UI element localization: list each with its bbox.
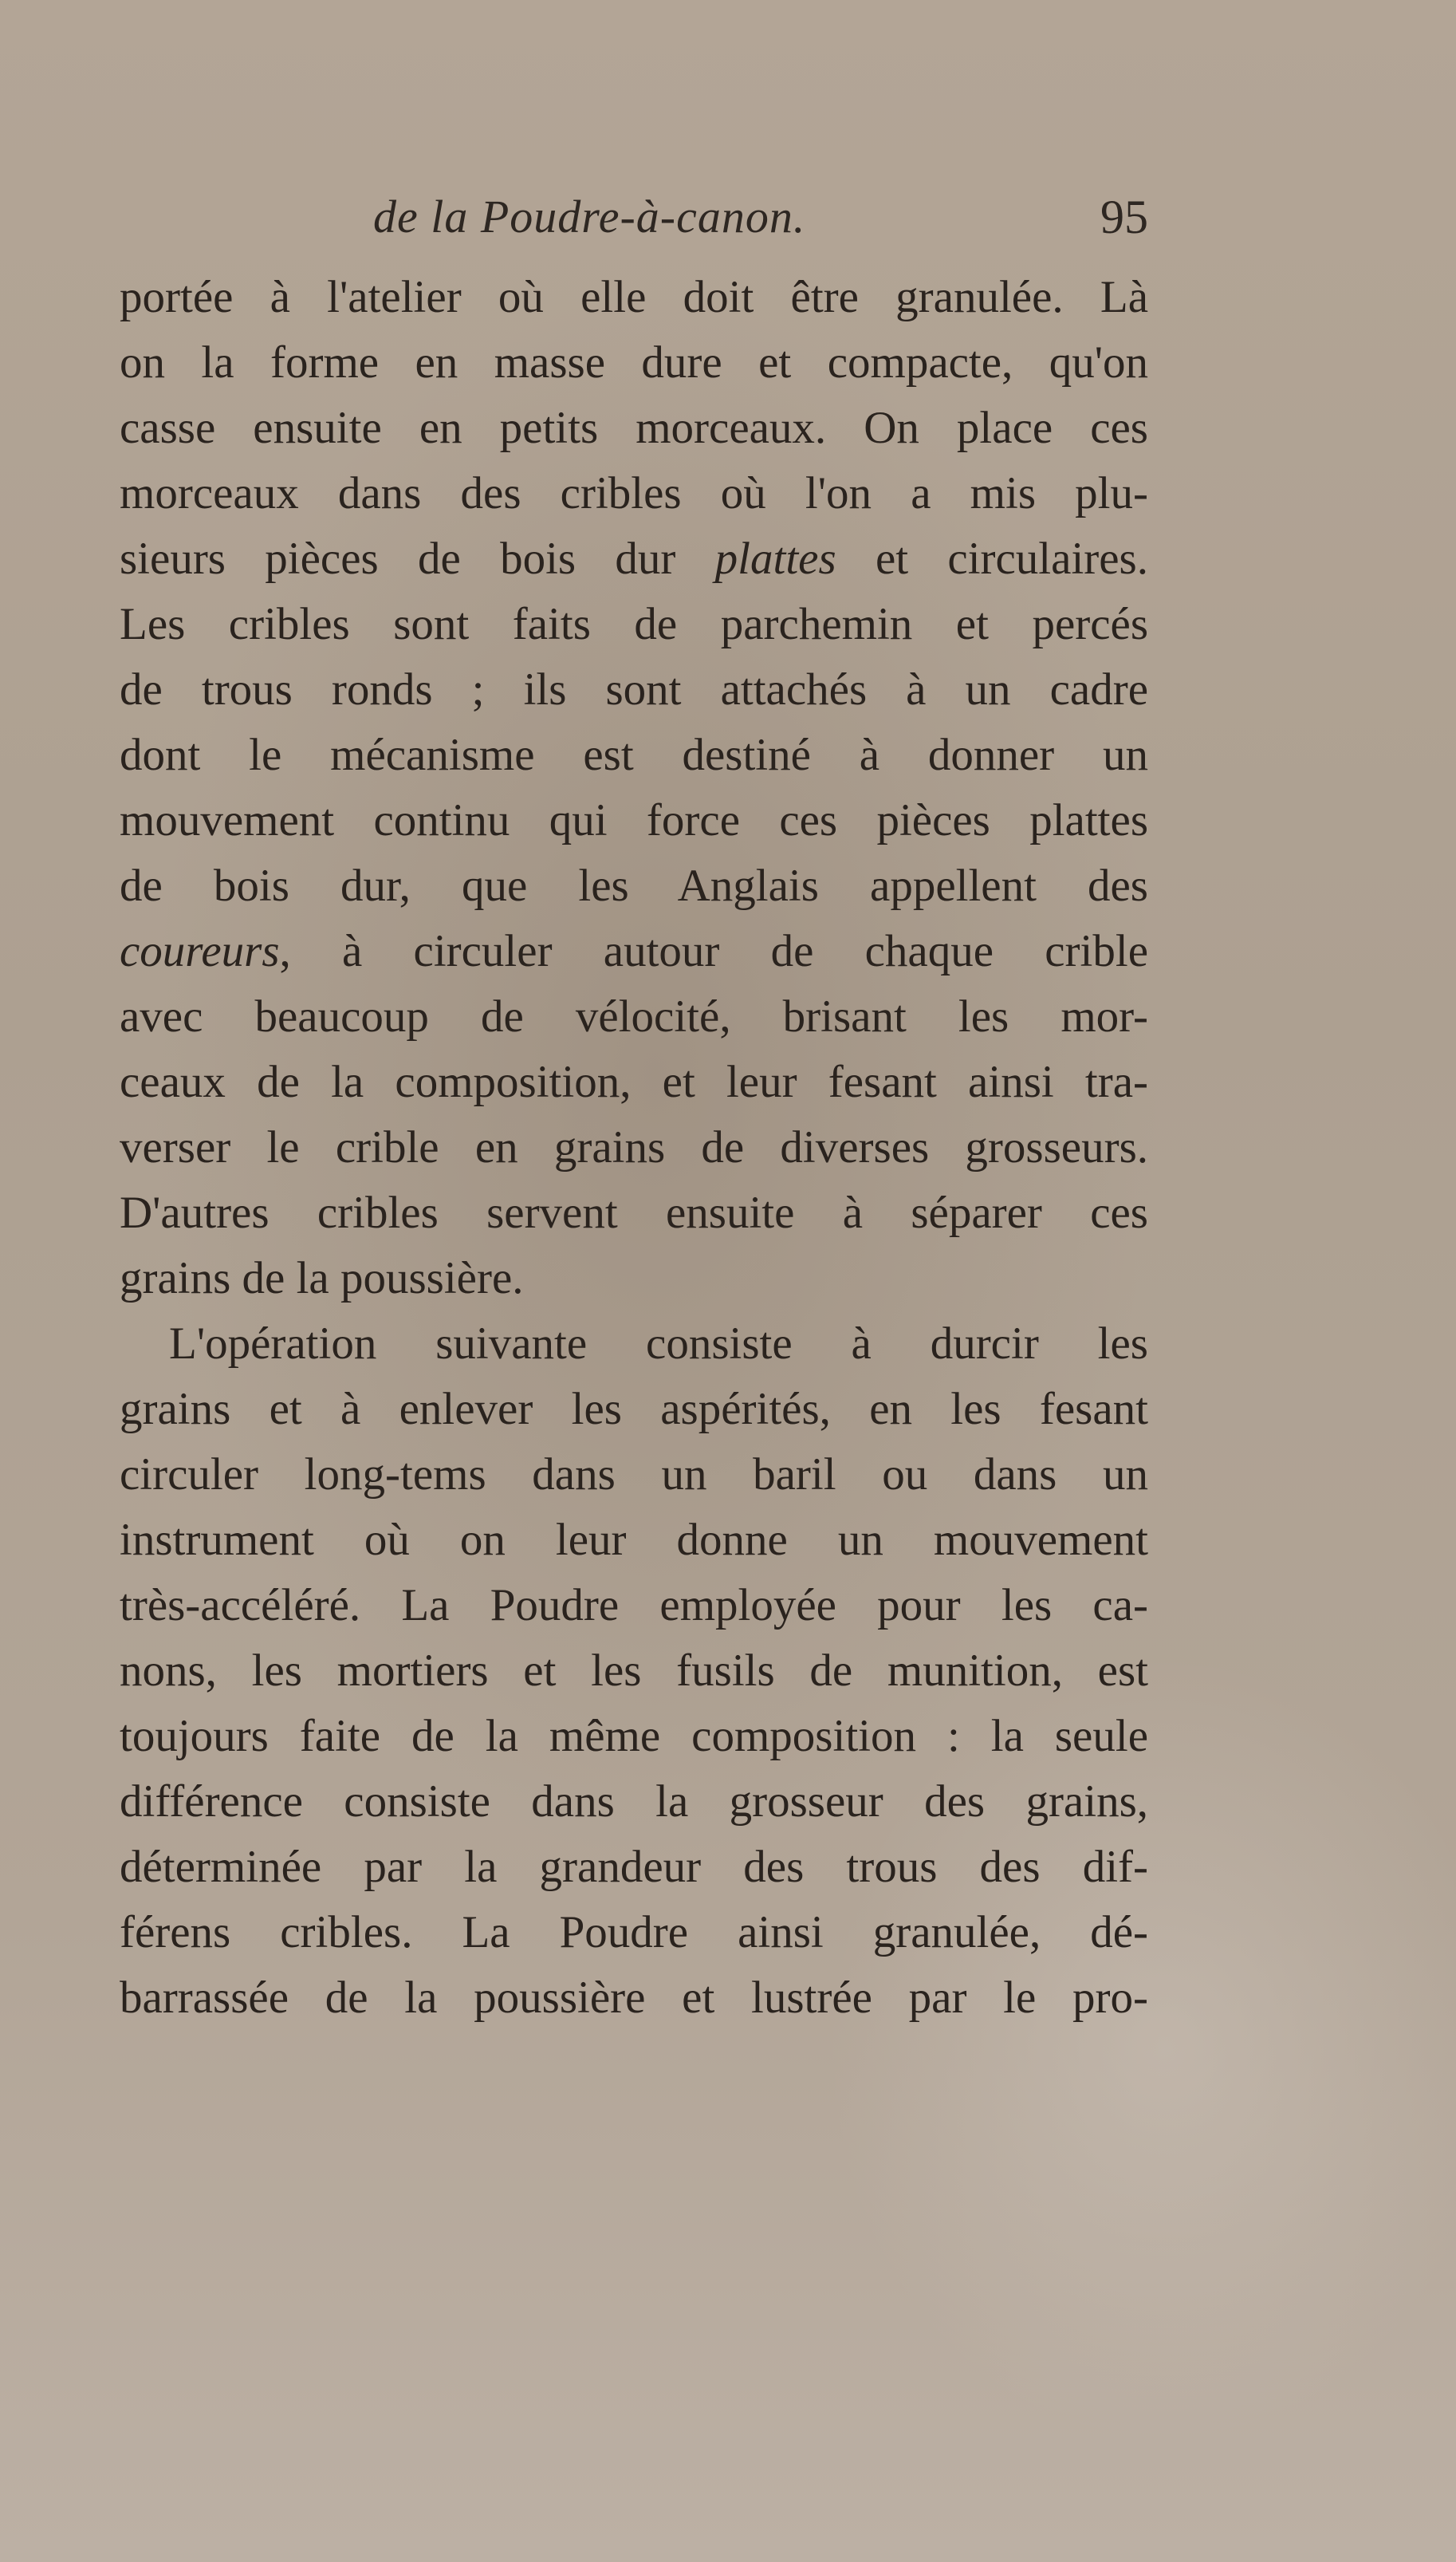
text-line: mouvement continu qui force ces pièces plattes — [120, 795, 1148, 845]
text-line: portée à l'atelier où elle doit être granulée. Là — [120, 272, 1148, 322]
text-line: très-accéléré. La Poudre employée pour les ca- — [120, 1580, 1148, 1630]
text-segment: , à circuler autour de chaque crible — [279, 926, 1148, 976]
text-line: D'autres cribles servent ensuite à séparer ces — [120, 1188, 1148, 1238]
text-line: on la forme en masse dure et compacte, qu'on — [120, 337, 1148, 388]
text-line: verser le crible en grains de diverses grosseurs. — [120, 1122, 1148, 1173]
text-segment: sieurs pièces de bois dur — [120, 534, 715, 584]
text-line: Les cribles sont faits de parchemin et percés — [120, 599, 1148, 649]
paragraph-end-line: grains de la poussière. — [120, 1253, 524, 1303]
paragraph-first-line: L'opération suivante consiste à durcir les — [169, 1318, 1148, 1369]
text-line: différence consiste dans la grosseur des grains, — [120, 1776, 1148, 1827]
text-line: déterminée par la grandeur des trous des dif- — [120, 1842, 1148, 1892]
text-segment: et circulaires. — [836, 534, 1148, 584]
text-line: avec beaucoup de vélocité, brisant les mor- — [120, 991, 1148, 1042]
text-line: de bois dur, que les Anglais appellent des — [120, 861, 1148, 911]
italic-word: coureurs — [120, 926, 280, 976]
text-line — [120, 919, 1148, 984]
text-line: circuler long-tems dans un baril ou dans un — [120, 1449, 1148, 1500]
text-line: ceaux de la composition, et leur fesant ainsi tra- — [120, 1057, 1148, 1107]
text-line: morceaux dans des cribles où l'on a mis plu- — [120, 468, 1148, 518]
page-header — [120, 190, 1148, 254]
text-line: barrassée de la poussière et lustrée par le pro- — [120, 1973, 1148, 2023]
text-line: férens cribles. La Poudre ainsi granulée, dé- — [120, 1907, 1148, 1957]
running-head: de la Poudre-à-canon. — [373, 191, 806, 242]
text-line — [120, 526, 1148, 592]
text-line: instrument où on leur donne un mouvement — [120, 1515, 1148, 1565]
text-line: de trous ronds ; ils sont attachés à un cadre — [120, 664, 1148, 715]
text-line: nons, les mortiers et les fusils de munition, est — [120, 1646, 1148, 1696]
text-body — [120, 265, 1148, 2031]
text-line: toujours faite de la même composition : la seule — [120, 1711, 1148, 1761]
text-line: casse ensuite en petits morceaux. On place ces — [120, 403, 1148, 453]
italic-word: plattes — [714, 534, 836, 584]
page-number: 95 — [1100, 191, 1148, 243]
text-line: dont le mécanisme est destiné à donner un — [120, 730, 1148, 780]
text-line: grains et à enlever les aspérités, en les fesant — [120, 1384, 1148, 1434]
